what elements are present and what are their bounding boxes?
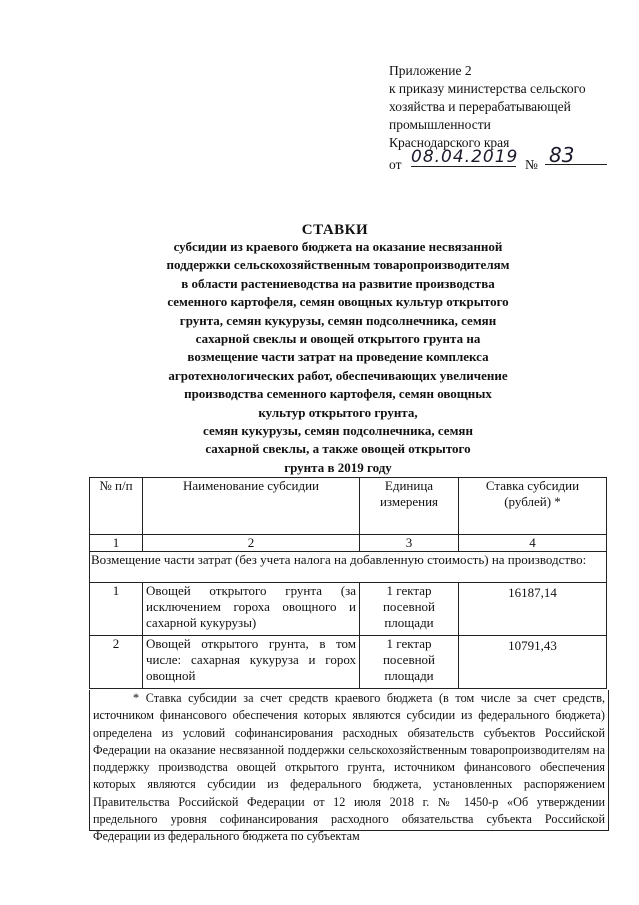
section-row [90,552,607,583]
row-name: Овощей открытого грунта (за исключением гороха овощного и сахарной кукурузы) [143,583,360,636]
appendix-line: Краснодарского края [389,135,510,150]
table-row [90,583,607,636]
row-rate: 10791,43 [459,636,607,689]
appendix-line: к приказу министерства сельского [389,81,586,96]
subsidy-rates-table [89,477,607,689]
subtitle-line: сахарной свеклы, а также овощей открытого [205,441,471,457]
appendix-line: Приложение 2 [389,63,472,78]
order-reference [389,143,629,176]
subtitle-line: агротехнологических работ, обеспечивающих увеличение [168,367,508,383]
row-unit: 1 гектар посевной площади [360,583,459,636]
row-unit: 1 гектар посевной площади [360,636,459,689]
subtitle-line: субсидии из краевого бюджета на оказание несвязанной [173,239,503,254]
subtitle-line: грунта, семян кукурузы, семян подсолнечника, семян [179,312,497,328]
table-row [90,636,607,689]
header-rate: Ставка субсидии (рублей) * [459,478,607,535]
subtitle-line: возмещение части затрат на проведение комплекса [187,349,489,365]
document-title: СТАВКИ [301,222,369,238]
subtitle-line: семенного картофеля, семян овощных культур открытого [167,294,509,310]
row-rate: 16187,14 [459,583,607,636]
column-number: 1 [90,535,143,552]
order-date-handwritten: 08.04.2019 [411,147,519,167]
subtitle-line: в области растениеводства на развитие производства [181,275,495,291]
rate-footnote: * Ставка субсидии за счет средств краевого бюджета (в том числе за счет средств, источником финансового обеспечения которых являются субсидии из федерального бюджета) определена из условий софинансирования расходных обязательств субъектов Российской Федерации на оказание несвязанной поддержки сельскохозяйственным товаропроизводителям на поддержку производства овощей открытого грунта, источником финансового обеспечения которых являются субсидии из федерального бюджета, установленных распоряжением Правительства Российской Федерации от 12 июля 2018 г. № 1450-р «Об утверждении предельного уровня софинансирования расходного обязательства субъекта Российской Федерации из федерального бюджета по субъектам [89,690,609,831]
appendix-line: промышленности [389,117,491,132]
document-subtitle [118,238,558,477]
order-from-label: от [389,157,402,172]
column-number: 4 [459,535,607,552]
header-number: № п/п [90,478,143,535]
subtitle-line: сахарной свеклы и овощей открытого грунта на [195,331,481,347]
subtitle-line: грунта в 2019 году [284,459,392,475]
subtitle-line: семян кукурузы, семян подсолнечника, семян [203,423,473,439]
column-number-row [90,535,607,552]
column-number: 2 [143,535,360,552]
row-number: 1 [90,583,143,636]
subtitle-line: поддержки сельскохозяйственным товаропроизводителям [166,257,510,273]
column-number: 3 [360,535,459,552]
header-name: Наименование субсидии [143,478,360,535]
subtitle-line: культур открытого грунта, [258,404,418,420]
header-unit: Единица измерения [360,478,459,535]
appendix-block [389,62,629,176]
table-header-row [90,478,607,535]
section-label: Возмещение части затрат (без учета налога на добавленную стоимость) на производство: [90,552,607,583]
subtitle-line: производства семенного картофеля, семян овощных [184,386,492,402]
order-number-handwritten: 83 [545,146,607,165]
row-name: Овощей открытого грунта, в том числе: сахарная кукуруза и горох овощной [143,636,360,689]
order-number-sign: № [525,157,538,172]
row-number: 2 [90,636,143,689]
appendix-line: хозяйства и перерабатывающей [389,99,571,114]
